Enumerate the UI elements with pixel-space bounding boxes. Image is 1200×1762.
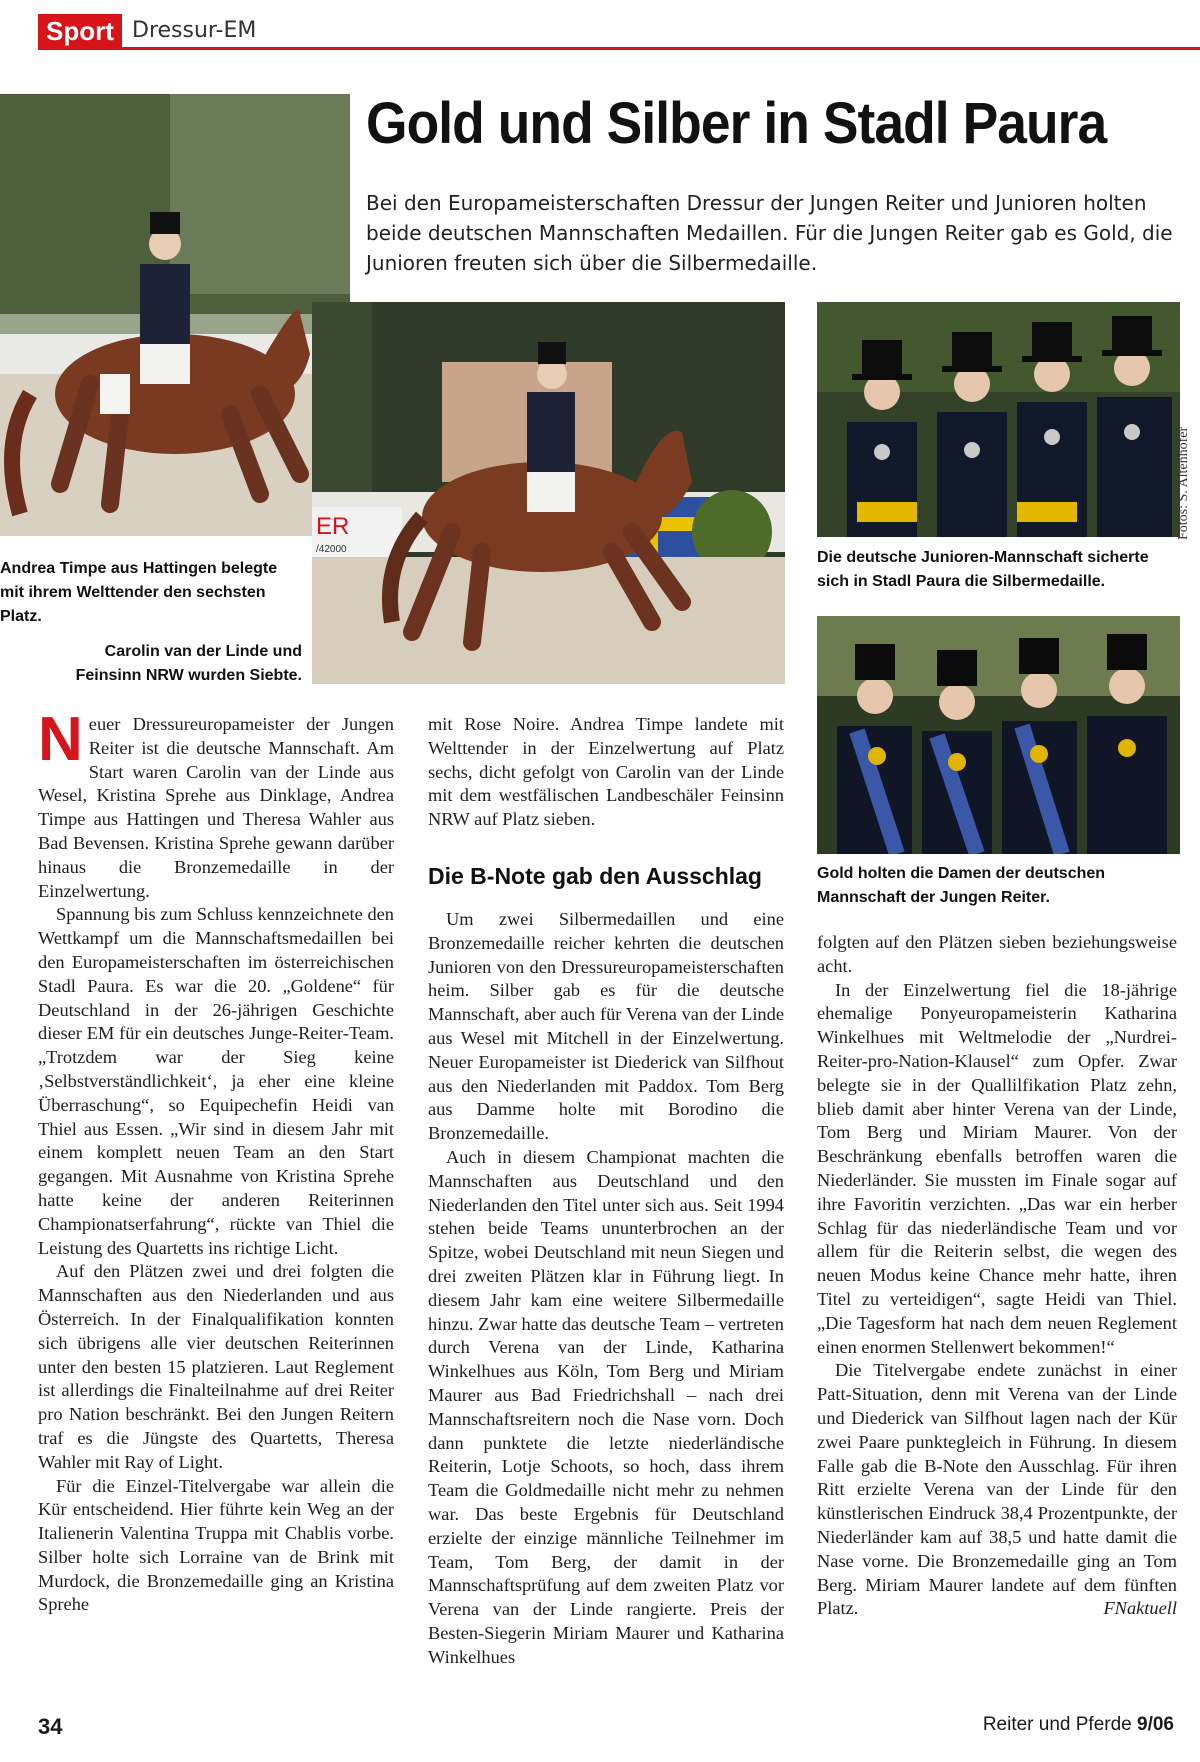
photo-timpe — [0, 94, 350, 536]
body-paragraph-1 — [38, 705, 394, 903]
photo-credit: Fotos: S. Altenhofer — [1176, 426, 1191, 540]
article-lead: Bei den Europameisterschaften Dressur der Jungen Reiter und Junioren holten beide deutschen Mannschaften Medaillen. Für die Jungen Reiter gab es Gold, die Junioren freuten sich über die Silbermedaille. — [366, 191, 1173, 275]
body-paragraph-10 — [817, 1359, 1177, 1621]
body-paragraph-8: folgten auf den Plätzen sieben beziehungsweise acht. — [817, 932, 1177, 976]
header-rule — [38, 47, 1200, 50]
drop-cap: N — [38, 705, 83, 774]
magazine-issue: 9/06 — [1137, 1714, 1174, 1735]
body-paragraph-5: mit Rose Noire. Andrea Timpe landete mit Welttender in der Einzelwertung auf Platz sechs, dicht gefolgt von Carolin van der Linde mit dem westfälischen Landbeschäler Feinsinn NRW auf Platz sieben. — [428, 714, 784, 830]
caption-timpe: Andrea Timpe aus Hattingen belegte mit ihrem Welttender den sechsten Platz. — [0, 560, 278, 625]
page-number: 34 — [38, 1714, 63, 1739]
magazine-name: Reiter und Pferde — [982, 1714, 1132, 1735]
body-paragraph-9: In der Einzelwertung fiel die 18-jährige ehemalige Ponyeuropameisterin Katharina Winkelhues mit Weltmelodie der „Nurdrei-Reiter-pro-Nation-Klausel“ zum Opfer. Zwar belegte sie in der Quallilfikation Platz zehn, blieb damit aber hinter Verena van der Linde, Tom Berg und Miriam Maurer. Von der Beschränkung ebenfalls betroffen waren die Niederländer. Sie mussten im Finale sogar auf ihre Favoritin verzichten. „Das war ein herber Schlag für das niederländische Team und vor allem für die Reiterin selbst, die wegen des neuen Modus keine Chance mehr hatte, ihren Titel zu verteidigen“, sagte Heidi van Thiel. „Die Tagesform hat nach dem neuen Reglement einen enormen Stellenwert bekommen!“ — [817, 979, 1177, 1357]
body-column-2 — [428, 713, 784, 1669]
photo-vanderlinde — [312, 302, 785, 684]
subheading: Die B-Note gab den Ausschlag — [428, 862, 762, 889]
article-headline: Gold und Silber in Stadl Paura — [366, 91, 1107, 156]
body-paragraph-4: Für die Einzel-Titelvergabe war allein die Kür entscheidend. Hier führte kein Weg an der Italienerin Valentina Truppa mit Chablis vorbe. Silber holte sich Lorraine van de Brink mit Murdock, die Bronzemedaille ging an Kristina Sprehe — [38, 1475, 394, 1615]
photo-jungereiter-team — [817, 616, 1180, 854]
section-label: Sport — [38, 14, 122, 48]
banner-small-1: /42000 — [316, 544, 347, 555]
body-paragraph-10-text: Die Titelvergabe endete zunächst in einer Patt-Situation, denn mit Verena van der Linde und Diederick van Silfhout lagen nach der Kür zwei Paare punktegleich in Führung. In diesem Falle gab die B-Note den Ausschlag. Für ihren Ritt erzielte Verena van der Linde für den künstlerischen Eindruck 38,4 Prozentpunkte, der Niederländer kam auf 38,5 und hatte damit die Nase vorne. Die Bronzemedaille ging an Tom Berg. Miriam Maurer landete auf dem fünften Platz. — [817, 1360, 1177, 1619]
caption-junioren: Die deutsche Junioren-Mannschaft sicherte sich in Stadl Paura die Silbermedaille. — [817, 549, 1149, 590]
body-paragraph-7: Auch in diesem Championat machten die Mannschaften aus Deutschland und den Niederlanden den Titel unter sich aus. Seit 1994 stehen beide Teams ununterbrochen an der Spitze, wobei Deutschland mit neun Siegen und drei zweiten Plätzen klar in Führung liegt. In diesem Jahr kam eine weitere Silbermedaille hinzu. Zwar hatte das deutsche Team – vertreten durch Verena van der Linde, Katharina Winkelhues aus Köln, Tom Berg und Miriam Maurer aus Bad Friedrichshall – nach drei Mannschaftsreitern noch die Nase vorn. Doch dann punktete die letzte niederländische Reiterin, Lotje Schoots, so hoch, dass ihrem Team die Goldmedaille nicht mehr zu nehmen war. Das beste Ergebnis für Deutschland erzielte der einzige männliche Teilnehmer im Team, Tom Berg, der damit in der Mannschaftsprüfung auf dem zweiten Platz vor Verena van der Linde rangierte. Preis der Besten-Siegerin Miriam Maurer und Katharina Winkelhues — [428, 1146, 784, 1667]
body-paragraph-6: Um zwei Silbermedaillen und eine Bronzemedaille reicher kehrten die deutschen Junioren von den Dressureuropameisterschaften heim. Silber gab es für die deutsche Mannschaft, aber auch für Verena van der Linde aus Wesel mit Mitchell in der Einzelwertung. Neuer Europameister ist Diederick van Silfhout aus den Niederlanden mit Paddox. Tom Berg aus Damme holte mit Borodino die Bronzemedaille. — [428, 908, 784, 1144]
body-paragraph-1-text: euer Dressureuropameister der Jungen Reiter ist die deutsche Mannschaft. Am Start waren Carolin van der Linde aus Wesel, Kristina Sprehe aus Dinklage, Andrea Timpe aus Hattingen und Theresa Wahler aus Bad Bevensen. Kristina Sprehe gewann darüber hinaus die Bronzemedaille in der Einzelwertung. — [38, 714, 394, 901]
body-column-1 — [38, 705, 394, 1617]
body-column-3 — [817, 931, 1177, 1621]
banner-text: ER — [316, 513, 350, 540]
caption-jungereiter: Gold holten die Damen der deutschen Mannschaft der Jungen Reiter. — [817, 865, 1106, 906]
body-paragraph-3: Auf den Plätzen zwei und drei folgten die Mannschaften aus den Niederlanden und aus Österreich. In der Finalqualifikation konnten sich übrigens alle vier deutschen Reiterinnen unter den besten 15 platzieren. Laut Reglement ist allerdings die Finalteilnahme auf drei Reiter pro Nation beschränkt. Bei den Jungen Reitern traf es die Jüngste des Quartetts, Theresa Wahler mit Ray of Light. — [38, 1261, 394, 1472]
topic-label: Dressur-EM — [132, 18, 257, 43]
photo-junioren-team — [817, 302, 1180, 537]
article-signature: FNaktuell — [1103, 1598, 1177, 1619]
magazine-footer — [983, 1714, 1174, 1736]
body-paragraph-2: Spannung bis zum Schluss kennzeichnete den Wettkampf um die Mannschaftsmedaillen bei den Europameisterschaften im österreichischen Stadl Paura. Es war die 20. „Goldene“ für Deutschland in der 26-jährigen Geschichte dieser EM für ein deutsches Junge-Reiter-Team. „Trotzdem war der Sieg keine ‚Selbstverständlichkeit‘, ja eher eine kleine Überraschung“, so Equipechefin Heidi van Thiel aus Essen. „Wir sind in diesem Jahr mit einem komplett neuen Team an den Start gegangen. Mit Ausnahme von Kristina Sprehe hatte keine der anderen Reiterinnen Championatserfahrung“, rückte van Thiel die Leistung des Quartetts ins richtige Licht. — [38, 904, 394, 1258]
caption-vanderlinde: Carolin van der Linde und Feinsinn NRW wurden Siebte. — [75, 643, 302, 684]
